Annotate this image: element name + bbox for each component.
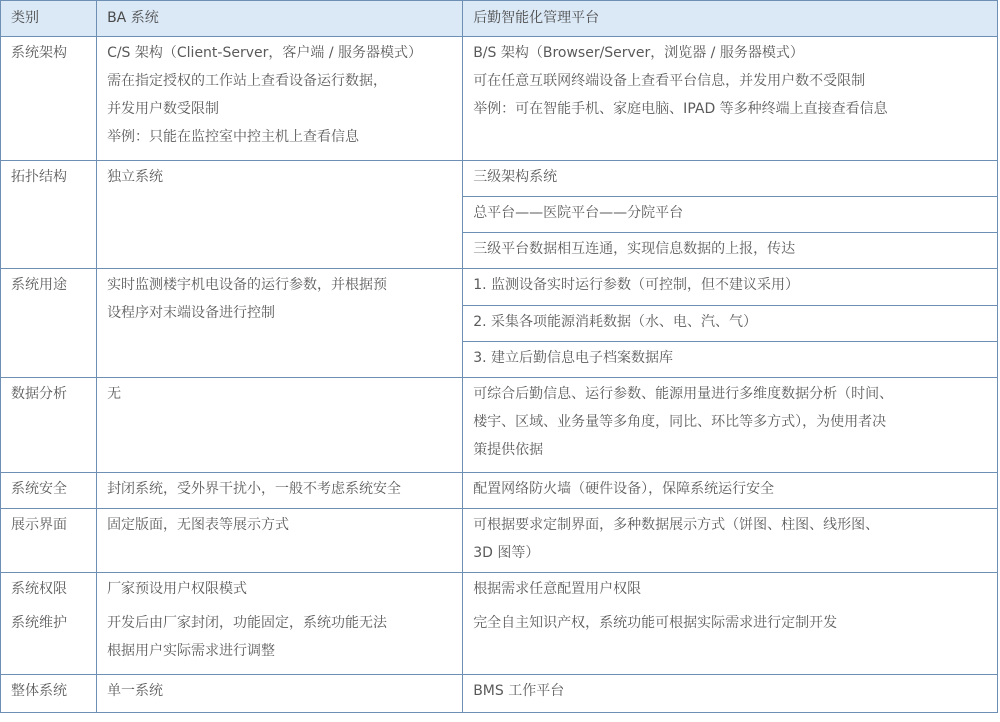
platform-cell	[463, 37, 998, 161]
table-row	[1, 37, 998, 161]
table-row	[1, 573, 998, 675]
row-category: 系统用途	[1, 269, 97, 378]
ba-cell: 单一系统	[97, 675, 463, 713]
table-row	[1, 509, 998, 573]
header-category: 类别	[1, 1, 97, 37]
header-row	[1, 1, 998, 37]
ba-cell	[97, 37, 463, 161]
platform-cell: 1. 监测设备实时运行参数（可控制，但不建议采用）	[463, 269, 998, 306]
row-category: 整体系统	[1, 675, 97, 713]
ba-cell: 封闭系统，受外界干扰小，一般不考虑系统安全	[97, 473, 463, 509]
cell-line: 实时监测楼宇机电设备的运行参数，并根据预	[107, 277, 388, 293]
platform-cell: 三级架构系统	[463, 161, 998, 197]
header-platform: 后勤智能化管理平台	[463, 1, 998, 37]
platform-cell: 2. 采集各项能源消耗数据（水、电、汽、气）	[463, 306, 998, 342]
cell-line: 设程序对末端设备进行控制	[107, 305, 276, 321]
row-category: 系统安全	[1, 473, 97, 509]
cell-line: C/S 架构（Client-Server，客户端 / 服务器模式）	[107, 45, 423, 61]
row-category: 拓扑结构	[1, 161, 97, 269]
platform-cell	[463, 573, 998, 675]
cell-line: 需在指定授权的工作站上查看设备运行数据，	[107, 73, 388, 89]
table-row	[1, 269, 998, 306]
platform-cell: 3. 建立后勤信息电子档案数据库	[463, 342, 998, 378]
cell-line: 厂家预设用户权限模式	[107, 581, 248, 597]
table-row	[1, 675, 998, 713]
platform-cell: BMS 工作平台	[463, 675, 998, 713]
cell-line: 并发用户数受限制	[107, 101, 220, 117]
platform-cell: 总平台——医院平台——分院平台	[463, 197, 998, 233]
table-row	[1, 161, 998, 197]
row-category: 展示界面	[1, 509, 97, 573]
row-category	[1, 573, 97, 675]
table-row	[1, 473, 998, 509]
cell-line: 举例：只能在监控室中控主机上查看信息	[107, 129, 360, 145]
ba-cell: 无	[97, 378, 463, 473]
platform-cell	[463, 378, 998, 473]
row-category-maintenance: 系统维护	[11, 615, 67, 631]
table-row	[1, 378, 998, 473]
cell-line: 楼宇、区域、业务量等多角度，同比、环比等多方式），为使用者决	[473, 414, 887, 430]
platform-cell	[463, 509, 998, 573]
row-category-permission: 系统权限	[11, 581, 67, 597]
cell-line: 开发后由厂家封闭，功能固定，系统功能无法	[107, 615, 388, 631]
ba-cell	[97, 573, 463, 675]
cell-line: 策提供依据	[473, 442, 544, 458]
row-category: 数据分析	[1, 378, 97, 473]
cell-line: 完全自主知识产权，系统功能可根据实际需求进行定制开发	[473, 615, 838, 631]
row-category: 系统架构	[1, 37, 97, 161]
cell-line: 可根据要求定制界面，多种数据展示方式（饼图、柱图、线形图、	[473, 517, 880, 533]
header-ba-system: BA 系统	[97, 1, 463, 37]
ba-cell: 固定版面，无图表等展示方式	[97, 509, 463, 573]
platform-cell: 三级平台数据相互连通，实现信息数据的上报，传达	[463, 233, 998, 269]
cell-line: 举例：可在智能手机、家庭电脑、IPAD 等多种终端上直接查看信息	[473, 101, 888, 117]
cell-line: 可综合后勤信息、运行参数、能源用量进行多维度数据分析（时间、	[473, 386, 894, 402]
platform-cell: 配置网络防火墙（硬件设备），保障系统运行安全	[463, 473, 998, 509]
cell-line: 可在任意互联网终端设备上查看平台信息，并发用户数不受限制	[473, 73, 866, 89]
cell-line: 3D 图等）	[473, 545, 540, 561]
cell-line: B/S 架构（Browser/Server，浏览器 / 服务器模式）	[473, 45, 804, 61]
ba-cell: 独立系统	[97, 161, 463, 269]
cell-line: 根据需求任意配置用户权限	[473, 581, 642, 597]
ba-cell	[97, 269, 463, 378]
cell-line: 根据用户实际需求进行调整	[107, 643, 276, 659]
